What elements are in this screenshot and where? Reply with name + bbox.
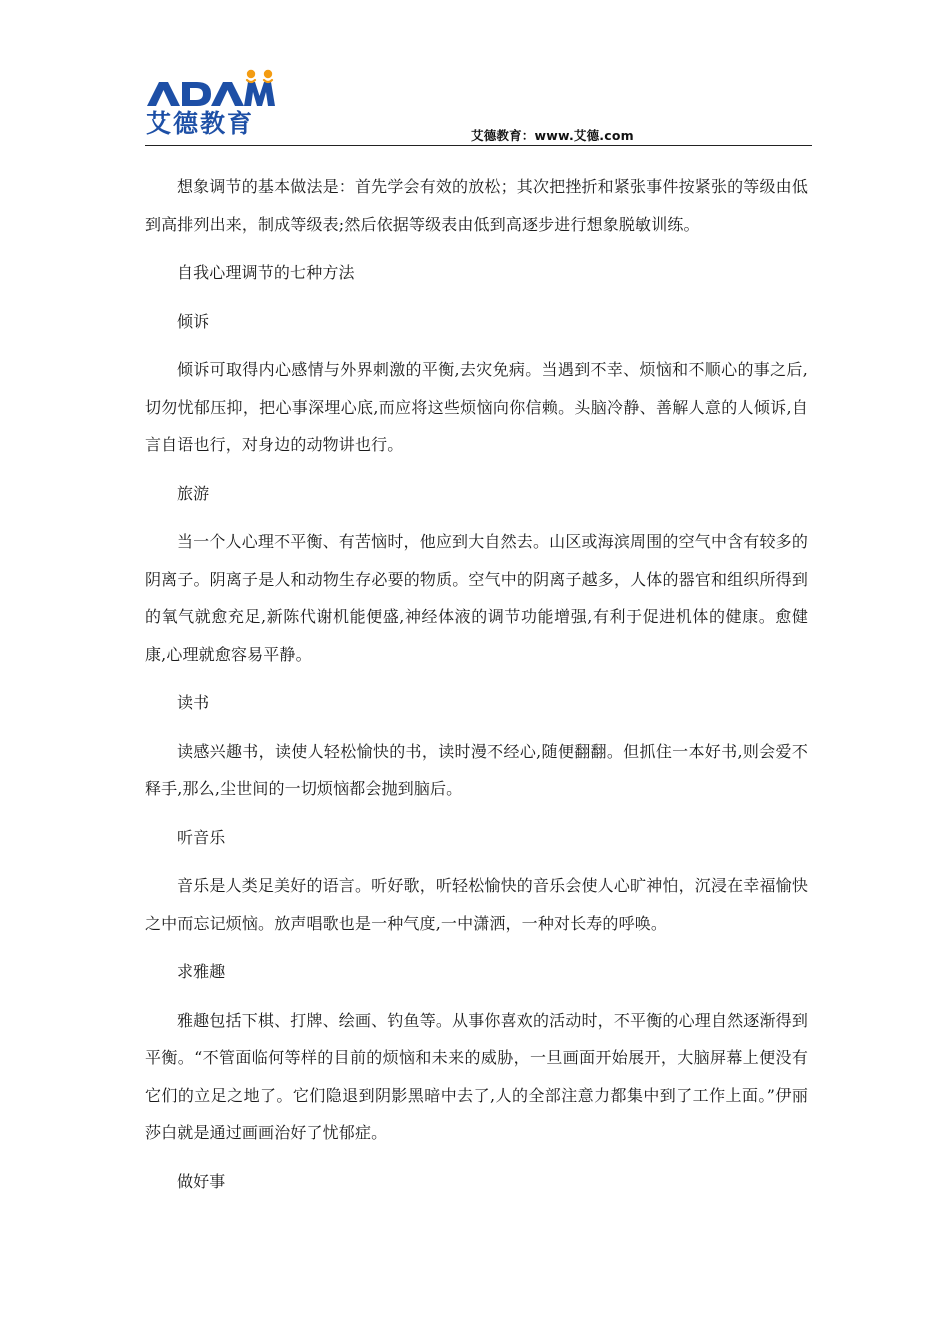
logo-letter-a1 xyxy=(147,82,180,106)
logo-letter-a2 xyxy=(211,82,244,106)
paragraph: 当一个人心理不平衡、有苦恼时，他应到大自然去。山区或海滨周围的空气中含有较多的阴离子。阴离子是人和动物生存必要的物质。空气中的阴离子越多，人体的器官和组织所得到的氧气就愈充足,新陈代谢机能便盛,神经体液的调节功能增强,有利于促进机体的健康。愈健康,心理就愈容易平静。 xyxy=(145,532,808,664)
section-heading: 听音乐 xyxy=(177,827,226,847)
section-heading: 倾诉 xyxy=(177,311,210,331)
adam-logo xyxy=(145,66,285,138)
section-heading: 自我心理调节的七种方法 xyxy=(177,263,355,282)
section-heading: 求雅趣 xyxy=(177,962,226,981)
logo-chinese-text: 艾德教育 xyxy=(146,109,255,138)
paragraph: 倾诉可取得内心感情与外界刺激的平衡,去灾免病。当遇到不幸、烦恼和不顺心的事之后,切勿忧郁压抑，把心事深埋心底,而应将这些烦恼向你信赖。头脑冷静、善解人意的人倾诉,自言自语也行，对身边的动物讲也行。 xyxy=(145,360,808,454)
paragraph: 读感兴趣书，读使人轻松愉快的书，读时漫不经心,随便翻翻。但抓住一本好书,则会爱不释手,那么,尘世间的一切烦恼都会抛到脑后。 xyxy=(145,741,808,798)
header-divider xyxy=(145,145,812,146)
logo-figure-arms xyxy=(247,80,272,82)
section-heading: 做好事 xyxy=(177,1171,226,1191)
logo-letter-d xyxy=(182,82,211,106)
section-heading: 读书 xyxy=(177,693,210,712)
header-site-text: 艾德教育：www.艾德.com xyxy=(471,128,634,143)
paragraph: 想象调节的基本做法是：首先学会有效的放松；其次把挫折和紧张事件按紧张的等级由低到高排列出来，制成等级表;然后依据等级表由低到高逐步进行想象脱敏训练。 xyxy=(145,177,808,234)
page-header xyxy=(145,66,812,146)
paragraph: 雅趣包括下棋、打牌、绘画、钓鱼等。从事你喜欢的活动时，不平衡的心理自然逐渐得到平衡。“不管面临何等样的目前的烦恼和未来的威胁，一旦画面开始展开，大脑屏幕上便没有它们的立足之地了。它们隐退到阴影黑暗中去了,人的全部注意力都集中到了工作上面。”伊丽莎白就是通过画画治好了忧郁症。 xyxy=(145,1010,808,1142)
section-heading: 旅游 xyxy=(177,483,210,503)
logo-figure-head-right xyxy=(264,70,272,78)
paragraph: 音乐是人类足美好的语言。听好歌，听轻松愉快的音乐会使人心旷神怕，沉浸在幸福愉快之中而忘记烦恼。放声唱歌也是一种气度,一中潇洒，一种对长寿的呼唤。 xyxy=(145,876,808,933)
logo-figure-head-left xyxy=(247,70,255,78)
document-body xyxy=(145,168,808,1200)
logo-letter-m xyxy=(244,82,275,106)
